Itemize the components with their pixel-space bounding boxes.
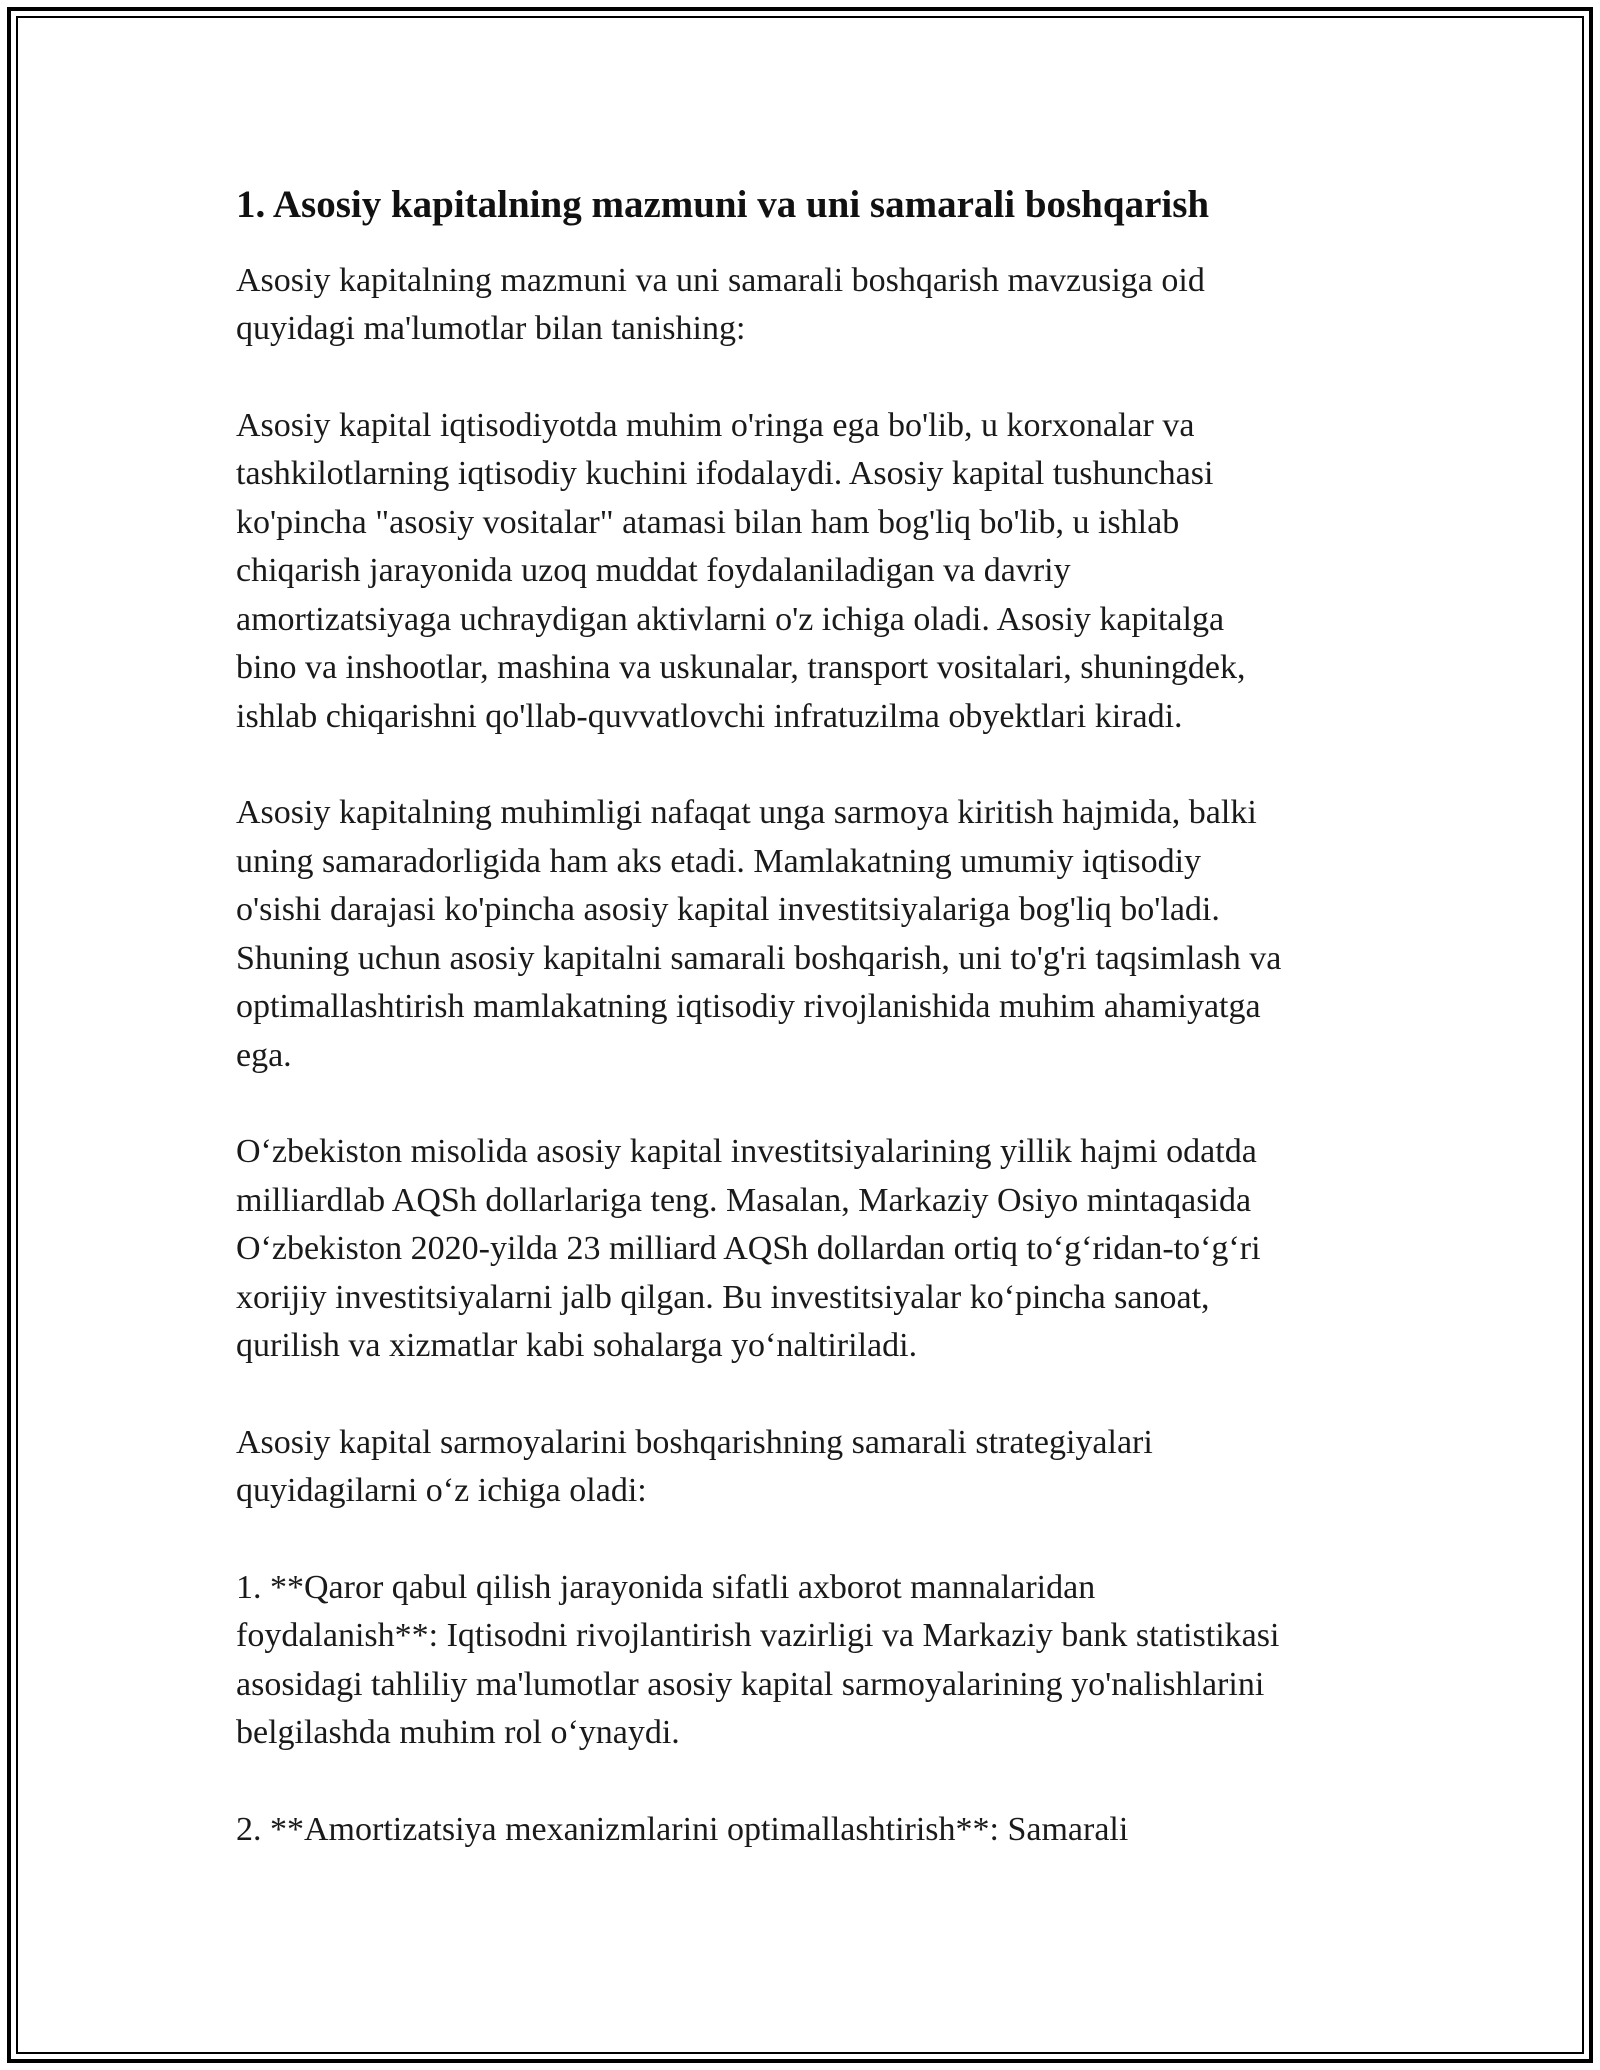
paragraph-intro: Asosiy kapitalning mazmuni va uni samarali boshqarish mavzusiga oid quyidagi ma'lumotlar bilan tanishing: <box>236 261 1205 348</box>
list-item-strategy-2: 2. **Amortizatsiya mexanizmlarini optimallashtirish**: Samarali <box>236 1810 1129 1848</box>
paragraph-uzbekistan-example: Oʻzbekiston misolida asosiy kapital investitsiyalarining yillik hajmi odatda milliardlab AQSh dollarlariga teng. Masalan, Markaziy Osiyo mintaqasida Oʻzbekiston 2020-yilda 23 milliard AQSh dollardan ortiq toʻgʻridan-toʻgʻri xorijiy investitsiyalarni jalb qilgan. Bu investitsiyalar koʻpincha sanoat, qurilish va xizmatlar kabi sohalarga yoʻnaltiriladi. <box>236 1133 1261 1365</box>
document-body <box>236 180 1366 1902</box>
list-item-strategy-1: 1. **Qaror qabul qilish jarayonida sifatli axborot mannalaridan foydalanish**: Iqtisodni rivojlantirish vazirligi va Markaziy bank statistikasi asosidagi tahliliy ma'lumotlar asosiy kapital sarmoyalarining yo'nalishlarini belgilashda muhim rol oʻynaydi. <box>236 1568 1280 1752</box>
paragraph-importance: Asosiy kapitalning muhimligi nafaqat unga sarmoya kiritish hajmida, balki uning samaradorligida ham aks etadi. Mamlakatning umumiy iqtisodiy o'sishi darajasi ko'pincha asosiy kapital investitsiyalariga bog'liq bo'ladi. Shuning uchun asosiy kapitalni samarali boshqarish, uni to'g'ri taqsimlash va optimallashtirish mamlakatning iqtisodiy rivojlanishida muhim ahamiyatga ega. <box>236 794 1282 1074</box>
paragraph-strategies-intro: Asosiy kapital sarmoyalarini boshqarishning samarali strategiyalari quyidagilarni oʻz ichiga oladi: <box>236 1423 1153 1510</box>
paragraph-definition: Asosiy kapital iqtisodiyotda muhim o'ringa ega bo'lib, u korxonalar va tashkilotlarning iqtisodiy kuchini ifodalaydi. Asosiy kapital tushunchasi ko'pincha "asosiy vositalar" atamasi bilan ham bog'liq bo'lib, u ishlab chiqarish jarayonida uzoq muddat foydalaniladigan va davriy amortizatsiyaga uchraydigan aktivlarni o'z ichiga oladi. Asosiy kapitalga bino va inshootlar, mashina va uskunalar, transport vositalari, shuningdek, ishlab chiqarishni qo'llab-quvvatlovchi infratuzilma obyektlari kiradi. <box>236 406 1246 735</box>
document-title: 1. Asosiy kapitalning mazmuni va uni samarali boshqarish <box>236 183 1210 226</box>
